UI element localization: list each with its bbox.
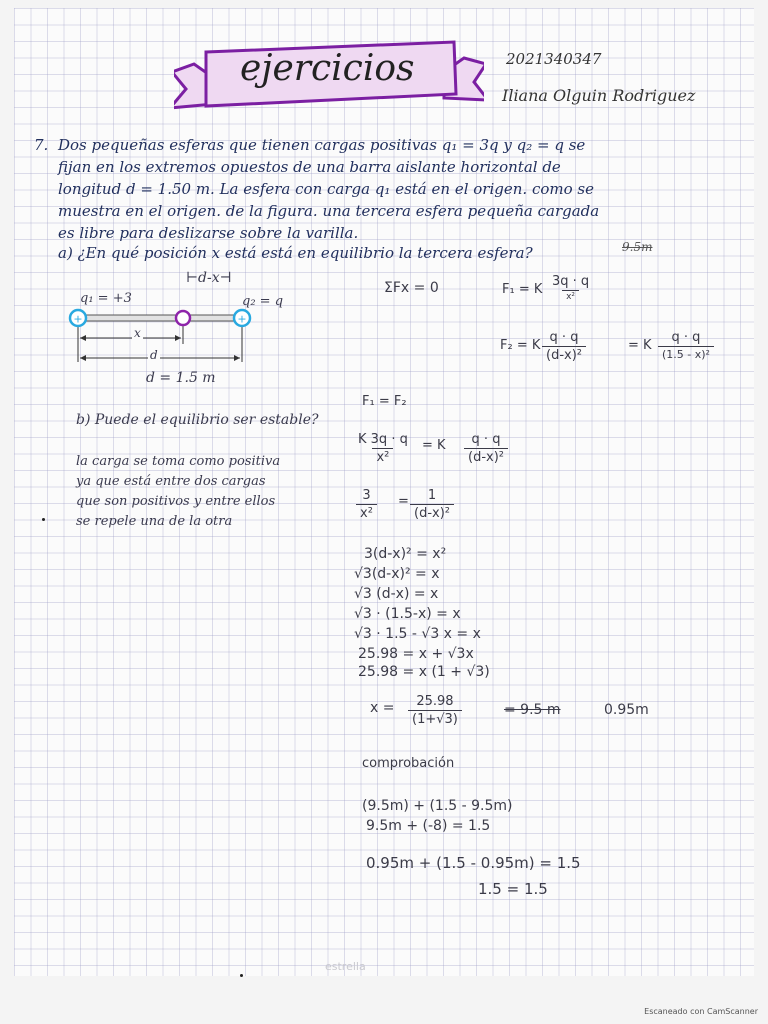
check-line-1: (9.5m) + (1.5 - 9.5m) xyxy=(362,798,513,814)
problem-line-2: fijan en los extremos opuestos de una barra aislante horizontal de xyxy=(58,158,561,176)
f2-fraction xyxy=(542,330,586,363)
step-3: √3 (d-x) = x xyxy=(354,586,439,602)
x-label: x xyxy=(134,326,141,340)
eq1-right-fraction xyxy=(464,432,508,465)
answer-b-line-1: la carga se toma como positiva xyxy=(76,454,281,469)
x-fraction xyxy=(408,694,462,727)
step-1: 3(d-x)² = x² xyxy=(364,546,447,562)
answer-a: 9.5m xyxy=(622,240,653,254)
problem-line-1: Dos pequeñas esferas que tienen cargas positivas q₁ = 3q y q₂ = q se xyxy=(58,136,586,154)
problem-line-3: longitud d = 1.50 m. La esfera con carga q₁ está en el origen. como se xyxy=(58,180,594,198)
scanner-footer: Escaneado con CamScanner xyxy=(644,1007,758,1016)
step-2: √3(d-x)² = x xyxy=(354,566,440,582)
student-id: 2021340347 xyxy=(506,50,602,68)
question-b: b) Puede el equilibrio ser estable? xyxy=(76,412,319,428)
question-a: a) ¿En qué posición x está está en equilibrio la tercera esfera? xyxy=(58,244,533,262)
eq1-left-numerator: K 3q · q xyxy=(358,432,408,447)
eq2-equals: = xyxy=(398,494,409,509)
problem-number: 7. xyxy=(34,136,49,154)
f2-denominator: (d-x)² xyxy=(542,346,586,363)
check-line-3: 0.95m + (1.5 - 0.95m) = 1.5 xyxy=(366,854,581,872)
f1-fraction xyxy=(548,274,593,302)
step-4: √3 · (1.5-x) = x xyxy=(354,606,461,622)
d-label: d xyxy=(150,348,158,362)
eq2-left-fraction xyxy=(356,488,377,521)
eq1-left-denominator: x² xyxy=(372,448,393,465)
f2-numerator: q · q xyxy=(549,330,579,345)
x-denominator: (1+√3) xyxy=(408,710,462,727)
f2b-numerator: q · q xyxy=(671,330,701,345)
check-line-2: 9.5m + (-8) = 1.5 xyxy=(366,818,491,834)
answer-b-line-4: se repele una de la otra xyxy=(76,514,233,529)
f1-equals-f2: F₁ = F₂ xyxy=(362,394,407,409)
f2-equals: = K xyxy=(628,338,652,353)
step-7: 25.98 = x (1 + √3) xyxy=(358,664,490,680)
problem-line-5: es libre para deslizarse sobre la varilla. xyxy=(58,224,359,242)
page-title: ejercicios xyxy=(240,48,415,89)
f1-denominator: x² xyxy=(562,290,579,302)
q2-label: q₂ = q xyxy=(242,294,284,309)
f1-numerator: 3q · q xyxy=(552,274,590,289)
eq2-right-numerator: 1 xyxy=(427,488,437,503)
f2-lhs: F₂ = K xyxy=(500,338,541,353)
problem-line-4: muestra en el origen. de la figura. una tercera esfera pequeña cargada xyxy=(58,202,600,220)
check-line-4: 1.5 = 1.5 xyxy=(478,880,548,898)
f1-lhs: F₁ = K xyxy=(502,282,543,297)
stray-dot xyxy=(240,974,243,977)
eq1-left-fraction xyxy=(354,432,412,465)
q1-label: q₁ = +3 xyxy=(80,291,132,306)
diagram-top-label: ⊢d-x⊣ xyxy=(186,270,232,286)
f2b-denominator: (1.5 - x)² xyxy=(658,346,714,361)
charges-diagram xyxy=(64,304,264,374)
eq1-right-denominator: (d-x)² xyxy=(464,448,508,465)
paper-watermark: estrella xyxy=(325,960,366,973)
answer-b-line-3: que son positivos y entre ellos xyxy=(76,494,276,509)
eq2-left-denominator: x² xyxy=(356,504,377,521)
svg-text:+: + xyxy=(237,312,247,326)
x-result-corrected: 0.95m xyxy=(604,702,649,718)
step-6: 25.98 = x + √3x xyxy=(358,646,474,662)
svg-text:+: + xyxy=(73,312,83,326)
step-5: √3 · 1.5 - √3 x = x xyxy=(354,626,481,642)
check-title: comprobación xyxy=(362,756,455,771)
eq2-right-fraction xyxy=(410,488,454,521)
answer-b-line-2: ya que está entre dos cargas xyxy=(76,474,266,489)
student-name: Iliana Olguin Rodriguez xyxy=(502,86,696,105)
d-value: d = 1.5 m xyxy=(146,370,216,386)
notebook-page xyxy=(14,8,754,976)
x-lhs: x = xyxy=(370,700,395,716)
x-numerator: 25.98 xyxy=(416,694,454,709)
f2b-fraction xyxy=(658,330,714,361)
x-result: = 9.5 m xyxy=(504,702,561,718)
stray-dot xyxy=(42,518,45,521)
eq2-right-denominator: (d-x)² xyxy=(410,504,454,521)
eq1-equals: = K xyxy=(422,438,446,453)
sum-fx: ΣFx = 0 xyxy=(384,280,439,296)
eq1-right-numerator: q · q xyxy=(471,432,501,447)
eq2-left-numerator: 3 xyxy=(362,488,371,503)
